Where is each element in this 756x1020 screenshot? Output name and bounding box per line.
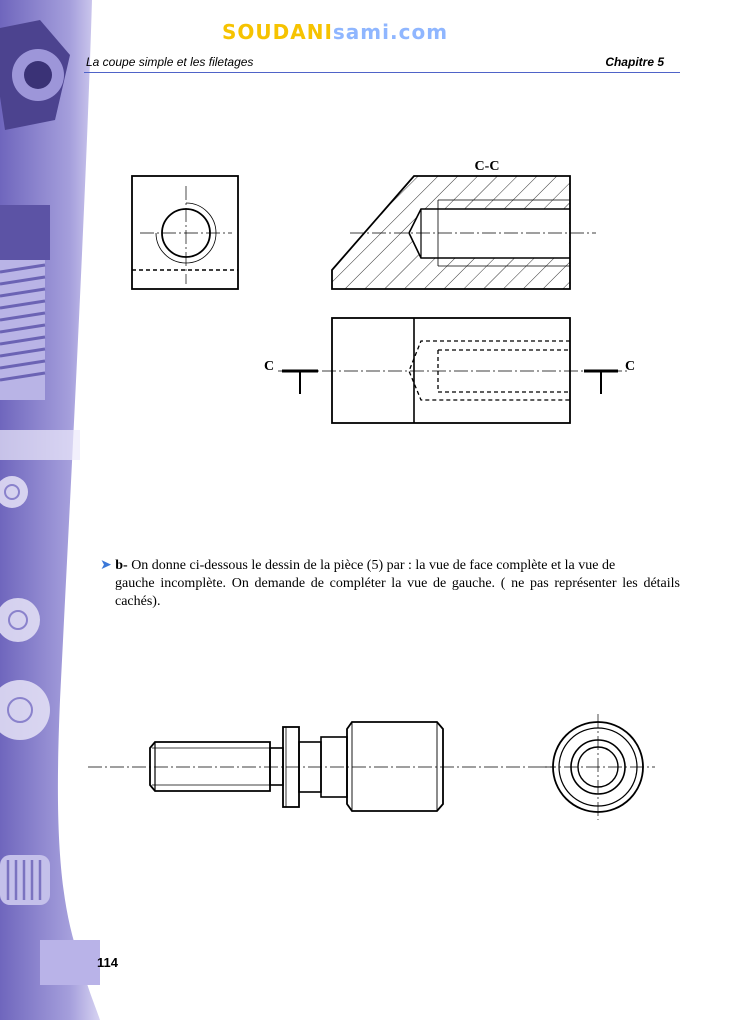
chapter-subject: La coupe simple et les filetages [86,55,254,69]
arrow-bullet-icon: ➤ [100,557,112,573]
site-title: SOUDANIsami.com [222,20,449,44]
section-view-cc [300,170,596,295]
part5-left-view [542,714,655,820]
front-view-rect [278,318,628,423]
exercise-line1: On donne ci-dessous le dessin de la pièce (5) par : la vue de face complète et la vue de [131,558,616,573]
exercise-b-text [100,556,680,611]
cut-label-right: C [625,359,636,374]
exercise-label: b- [115,558,128,573]
exercise-line2: gauche incomplète. On demande de compléter la vue de gauche. ( ne pas représenter les détails cachés). [115,576,680,609]
left-view-square [132,176,238,289]
chapter-number: Chapitre 5 [605,55,664,69]
section-title: C-C [474,159,500,174]
page-number: 114 [97,955,118,970]
cut-label-left: C [264,359,275,374]
part5-front-view [88,722,555,811]
